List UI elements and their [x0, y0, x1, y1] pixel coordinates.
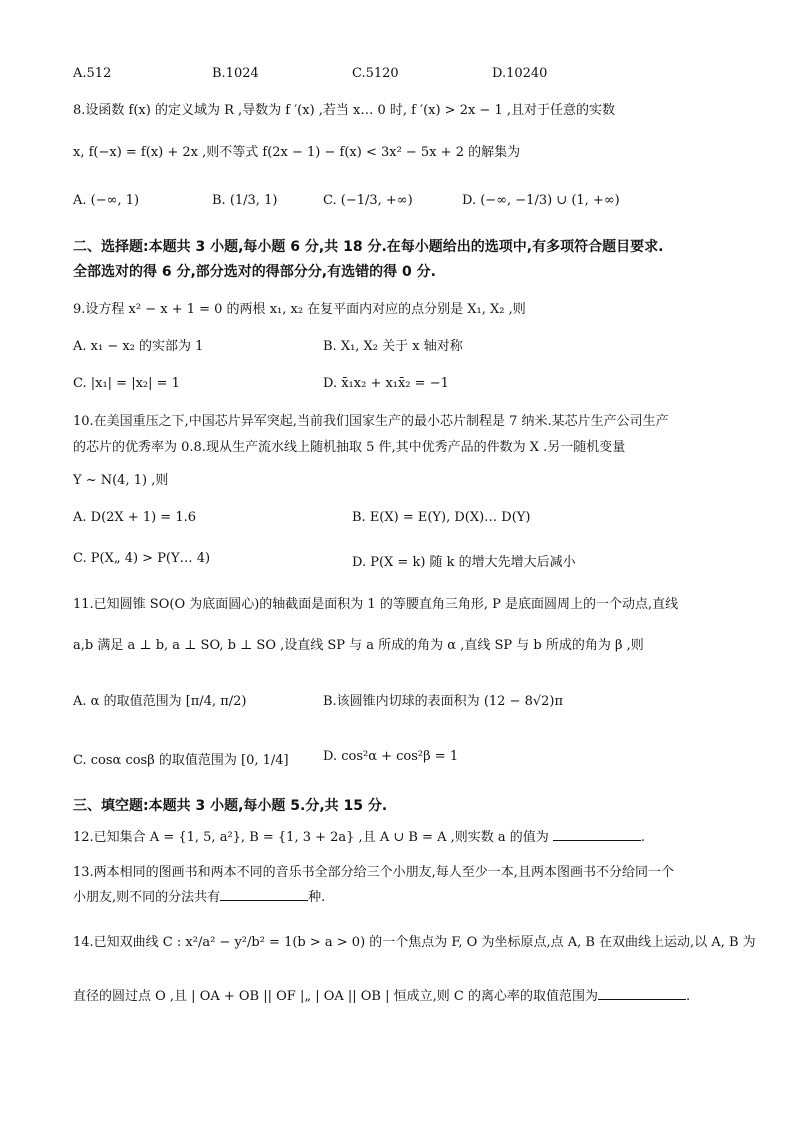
section-2-heading-line1: 二、选择题:本题共 3 小题,每小题 6 分,共 18 分.在每小题给出的选项中,有多项符合题目要求. [73, 239, 664, 255]
q9-option-d: D. x̄₁x₂ + x₁x̄₂ = −1 [323, 376, 449, 391]
q10-stem-line2: 的芯片的优秀率为 0.8.现从生产流水线上随机抽取 5 件,其中优秀产品的件数为 X .另一随机变量 [73, 440, 626, 455]
q13-answer-blank [220, 888, 308, 901]
q11-option-d: D. cos²α + cos²β = 1 [323, 749, 459, 764]
q12-answer-blank [553, 828, 641, 841]
section-2-heading-line2: 全部选对的得 6 分,部分选对的得部分分,有选错的得 0 分. [73, 264, 436, 280]
q10-option-c: C. P(X„ 4) > P(Y… 4) [73, 551, 211, 566]
q11-option-b: B.该圆锥内切球的表面积为 (12 − 8√2)π [323, 694, 564, 709]
q11-option-a: A. α 的取值范围为 [π/4, π/2) [73, 694, 247, 709]
q13-stem-line1: 13.两本相同的图画书和两本不同的音乐书全部分给三个小朋友,每人至少一本,且两本图画书不分给同一个 [73, 865, 674, 880]
q10-option-a: A. D(2X + 1) = 1.6 [73, 510, 197, 525]
q14-answer-blank [598, 987, 686, 1000]
q10-option-b: B. E(X) = E(Y), D(X)… D(Y) [352, 510, 531, 525]
q10-stem-line3: Y ~ N(4, 1) ,则 [73, 473, 169, 488]
q9-option-c: C. |x₁| = |x₂| = 1 [73, 376, 180, 391]
q8-option-d: D. (−∞, −1/3) ∪ (1, +∞) [462, 193, 620, 208]
q14-end-mark: . [685, 989, 691, 1004]
q9-option-a: A. x₁ − x₂ 的实部为 1 [73, 339, 204, 354]
q10-stem-line1: 10.在美国重压之下,中国芯片异军突起,当前我们国家生产的最小芯片制程是 7 纳米.某芯片生产公司生产 [73, 414, 669, 429]
q12-end-mark: . [640, 830, 646, 845]
q12-stem: 12.已知集合 A = {1, 5, a²}, B = {1, 3 + 2a} ,且 A ∪ B = A ,则实数 a 的值为 [73, 830, 549, 845]
section-3-heading: 三、填空题:本题共 3 小题,每小题 5.分,共 15 分. [73, 798, 388, 814]
q14-stem-line1: 14.已知双曲线 C : x²/a² − y²/b² = 1(b > a > 0) 的一个焦点为 F, O 为坐标原点,点 A, B 在双曲线上运动,以 A, B 为 [73, 935, 756, 950]
q10-option-d: D. P(X = k) 随 k 的增大先增大后减小 [352, 555, 576, 570]
q7-option-c: C.5120 [352, 66, 399, 81]
q7-option-b: B.1024 [212, 66, 259, 81]
q11-option-c: C. cosα cosβ 的取值范围为 [0, 1/4] [73, 753, 289, 768]
q8-option-a: A. (−∞, 1) [73, 193, 140, 208]
q7-option-d: D.10240 [492, 66, 548, 81]
q11-stem-line1: 11.已知圆锥 SO(O 为底面圆心)的轴截面是面积为 1 的等腰直角三角形, P 是底面圆周上的一个动点,直线 [73, 597, 679, 612]
q9-stem: 9.设方程 x² − x + 1 = 0 的两根 x₁, x₂ 在复平面内对应的点分别是 X₁, X₂ ,则 [73, 302, 526, 317]
q8-option-c: C. (−1/3, +∞) [323, 193, 413, 208]
q8-stem-line2: x, f(−x) = f(x) + 2x ,则不等式 f(2x − 1) − f(x) < 3x² − 5x + 2 的解集为 [73, 145, 521, 160]
q14-stem-line2: 直径的圆过点 O ,且 | OA + OB || OF |„ | OA || OB | 恒成立,则 C 的离心率的取值范围为 [73, 989, 598, 1004]
q11-stem-line2: a,b 满足 a ⊥ b, a ⊥ SO, b ⊥ SO ,设直线 SP 与 a 所成的角为 α ,直线 SP 与 b 所成的角为 β ,则 [73, 638, 644, 653]
q13-unit: 种. [308, 890, 326, 905]
q9-option-b: B. X₁, X₂ 关于 x 轴对称 [323, 339, 463, 354]
q8-stem-line1: 8.设函数 f(x) 的定义域为 R ,导数为 f ′(x) ,若当 x… 0 时, f ′(x) > 2x − 1 ,且对于任意的实数 [73, 103, 615, 118]
q7-option-a: A.512 [73, 66, 112, 81]
q8-option-b: B. (1/3, 1) [212, 193, 278, 208]
q13-stem-line2: 小朋友,则不同的分法共有 [73, 890, 221, 905]
